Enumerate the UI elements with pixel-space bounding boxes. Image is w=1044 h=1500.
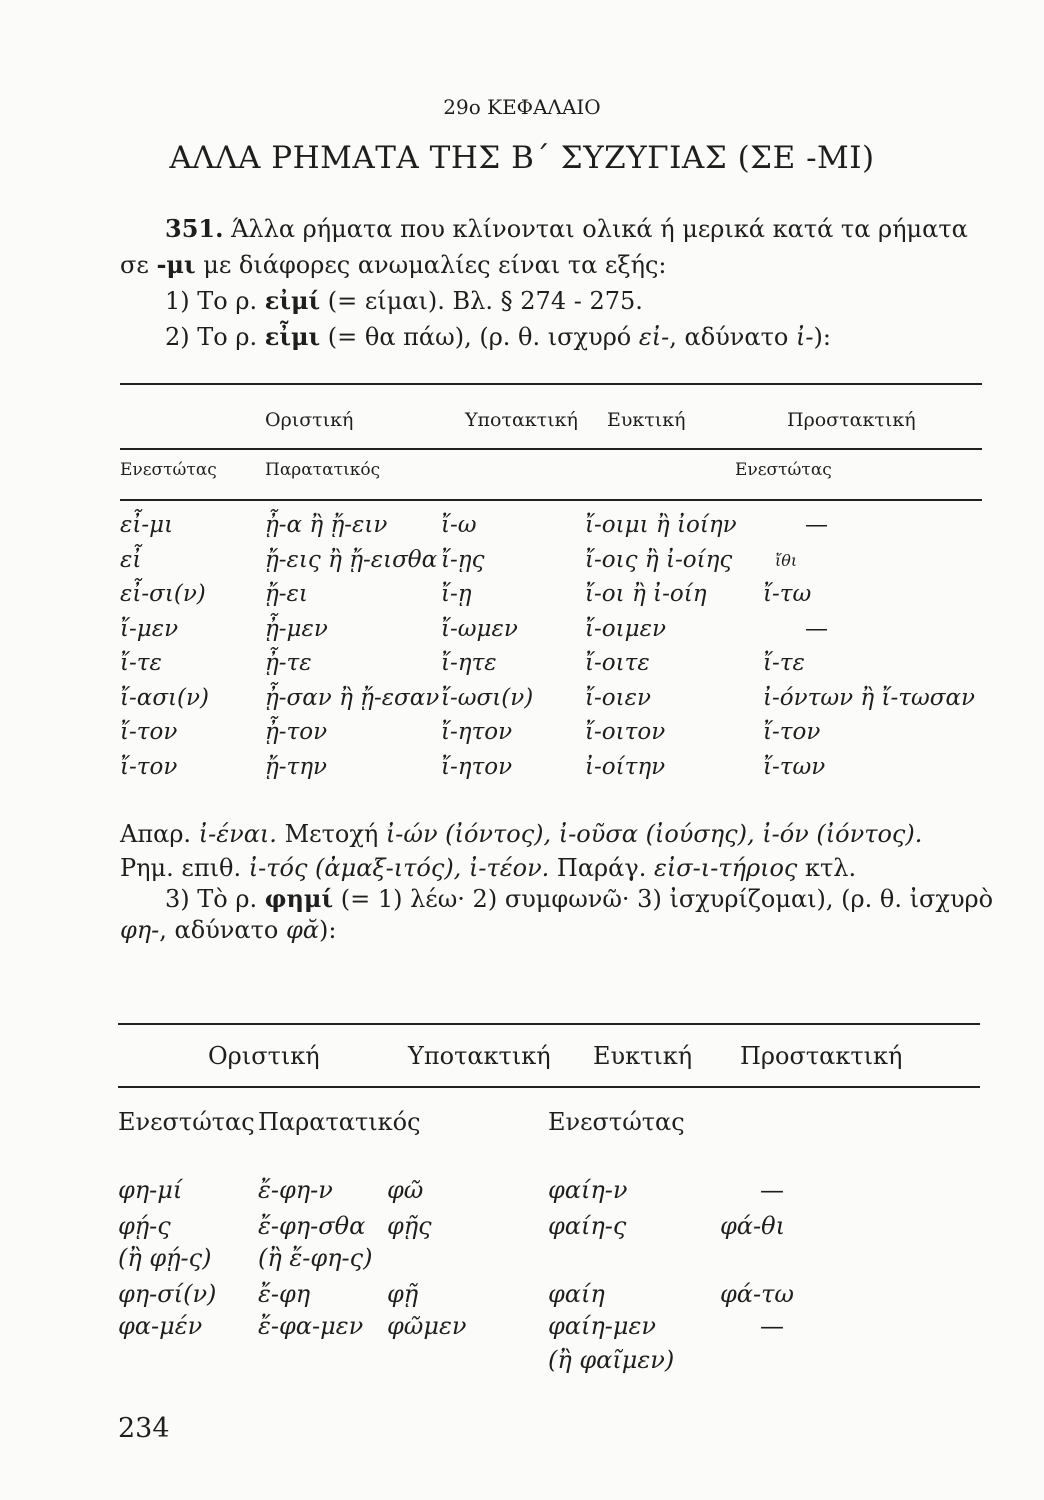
- table1-cell: ᾖ-μεν: [265, 615, 328, 642]
- table1-cell: ἴ-τον: [763, 719, 821, 745]
- table2-cell: —: [760, 1312, 784, 1340]
- paragraph-351-line1: 351. Άλλα ρήματα που κλίνονται ολικά ή μερικά κατά τα ρήματα: [165, 214, 968, 243]
- table1-cell: ἴ-οιτον: [585, 719, 666, 745]
- table1-cell: εἶ-μι: [120, 512, 174, 538]
- table1-mood-indicative: Οριστική: [265, 409, 354, 431]
- verbal-adjective-line: Ρημ. επιθ. ἰ-τός (ἀμαξ-ιτός), ἰ-τέον. Παράγ. εἰσ-ι-τήριος κτλ.: [120, 854, 857, 882]
- chapter-heading: 29ο ΚΕΦΑΛΑΙΟ: [443, 95, 601, 119]
- table2-cell: φαίη-ν: [548, 1176, 628, 1204]
- table1-cell: ἴ-οιτε: [585, 650, 650, 676]
- table2-mood-optative: Ευκτική: [593, 1042, 693, 1070]
- table1-mood-imperative: Προστακτική: [787, 409, 916, 431]
- table2-cell: φα-μέν: [118, 1312, 203, 1340]
- table2-cell: —: [760, 1176, 784, 1204]
- table2-cell: ἔ-φη-σθα: [258, 1212, 366, 1240]
- table2-cell: φαίη: [548, 1280, 605, 1308]
- table2-cell: (ἢ φῄ-ς): [118, 1244, 212, 1272]
- table1-cell: ἴ-ῃς: [441, 546, 485, 573]
- table1-mid-rule: [120, 448, 982, 450]
- table2-cell: φῶμεν: [387, 1312, 467, 1340]
- table2-cell: (ἢ ἔ-φη-ς): [258, 1244, 373, 1272]
- table2-mood-indicative: Οριστική: [208, 1042, 320, 1070]
- table2-cell: ἔ-φη-ν: [258, 1176, 333, 1204]
- table2-cell: φῄ-ς: [118, 1212, 171, 1240]
- table1-cell: εἶ-σι(ν): [120, 581, 206, 607]
- table2-cell: φη-μί: [118, 1176, 183, 1204]
- paragraph-number: 351.: [165, 214, 224, 243]
- table2-tense-present2: Ενεστώτας: [548, 1108, 685, 1136]
- table2-mid-rule: [118, 1086, 980, 1088]
- table2-tense-imperfect: Παρατατικός: [258, 1108, 421, 1136]
- table2-top-rule: [118, 1023, 980, 1025]
- table1-cell: ἴ-ωμεν: [441, 615, 518, 642]
- item-3-cont: φη-, αδύνατο φᾰ):: [120, 916, 337, 944]
- table1-tense-imperfect: Παρατατικός: [265, 460, 381, 480]
- table1-cell: —: [805, 615, 828, 642]
- table2-cell: (ἢ φαῖμεν): [548, 1346, 675, 1374]
- table1-tense-present: Ενεστώτας: [120, 460, 217, 480]
- table2-cell: ἔ-φα-μεν: [258, 1312, 364, 1340]
- item-3: 3) Τὸ ρ. φημί (= 1) λέω· 2) συμφωνῶ· 3) ἰσχυρίζομαι), (ρ. θ. ἰσχυρὸ: [165, 884, 994, 913]
- table1-cell: ἴ-τω: [763, 581, 812, 607]
- table2-cell: ἔ-φη: [258, 1280, 311, 1308]
- table1-header-bottom-rule: [120, 499, 982, 501]
- table1-cell: ἴ-οιμι ἢ ἰοίην: [585, 512, 737, 538]
- table1-cell: ἴ-των: [763, 753, 826, 780]
- table1-cell: ᾖ-α ἢ ᾔ-ειν: [265, 512, 388, 538]
- table2-mood-imperative: Προστακτική: [740, 1042, 903, 1070]
- table1-cell: ἴ-τον: [120, 753, 178, 780]
- table2-cell: φαίη-μεν: [548, 1312, 656, 1340]
- table1-cell: ἴ-ητον: [441, 719, 513, 745]
- table1-cell: ᾖ-τε: [265, 650, 312, 676]
- table1-cell: ἴ-ῃ: [441, 581, 472, 607]
- table1-cell: εἶ: [120, 546, 142, 573]
- table1-cell: ᾔ-εις ἢ ᾔ-εισθα: [265, 546, 438, 573]
- table1-cell: ἰ-όντων ἢ ἴ-τωσαν: [763, 684, 975, 711]
- table2-cell: φῇ: [387, 1280, 419, 1308]
- table1-cell: ἴ-οιεν: [585, 684, 651, 711]
- table2-cell: φῶ: [387, 1176, 424, 1204]
- page-number: 234: [118, 1413, 170, 1444]
- table1-cell: ᾔ-ει: [265, 581, 308, 607]
- table1-cell: ἴ-ασι(ν): [120, 684, 209, 711]
- table1-cell: ἴ-τε: [763, 650, 805, 676]
- table1-cell: ἴ-οις ἢ ἰ-οίης: [585, 546, 733, 573]
- section-title: ΑΛΛΑ ΡΗΜΑΤΑ ΤΗΣ Β΄ ΣΥΖΥΓΙΑΣ (ΣΕ -ΜΙ): [169, 140, 875, 176]
- table1-cell: ἴ-οιμεν: [585, 615, 666, 642]
- paragraph-351-line2: σε -μι με διάφορες ανωμαλίες είναι τα εξής:: [120, 250, 667, 279]
- table1-cell: ᾔ-την: [265, 753, 328, 780]
- table1-cell: ἴ-τε: [120, 650, 162, 676]
- table1-cell: ἴ-ητον: [441, 753, 513, 780]
- table2-mood-subjunctive: Υποτακτική: [408, 1042, 551, 1070]
- table1-cell: ἴθι: [775, 550, 798, 570]
- table1-cell: ᾖ-σαν ἢ ᾔ-εσαν: [265, 684, 440, 711]
- table1-cell: ἴ-τον: [120, 719, 178, 745]
- table1-mood-optative: Ευκτική: [607, 409, 686, 431]
- table1-cell: ἴ-ητε: [441, 650, 497, 676]
- table1-cell: ἴ-ω: [441, 512, 477, 538]
- table2-cell: φη-σί(ν): [118, 1280, 217, 1308]
- table2-cell: φαίη-ς: [548, 1212, 627, 1240]
- table2-cell: φῇς: [387, 1212, 432, 1240]
- table1-mood-subjunctive: Υποτακτική: [465, 409, 578, 431]
- table1-cell: ᾖ-τον: [265, 719, 328, 745]
- table1-cell: ἴ-οι ἢ ἰ-οίη: [585, 581, 707, 607]
- table1-cell: —: [805, 512, 828, 538]
- table1-tense-present2: Ενεστώτας: [735, 460, 832, 480]
- table1-cell: ἴ-ωσι(ν): [441, 684, 534, 711]
- table1-cell: ἰ-οίτην: [585, 753, 666, 780]
- table2-cell: φά-τω: [720, 1280, 794, 1308]
- table1-top-rule: [120, 383, 982, 385]
- table2-cell: φά-θι: [720, 1212, 785, 1240]
- item-2: 2) Το ρ. εἶμι (= θα πάω), (ρ. θ. ισχυρό εἰ-, αδύνατο ἰ-):: [165, 322, 831, 351]
- table1-cell: ἴ-μεν: [120, 615, 179, 642]
- infinitive-participle-line: Απαρ. ἰ-έναι. Μετοχή ἰ-ών (ἰόντος), ἰ-οῦσα (ἰούσης), ἰ-όν (ἰόντος).: [120, 820, 923, 848]
- item-1: 1) Το ρ. εἰμί (= είμαι). Βλ. § 274 - 275.: [165, 286, 643, 315]
- table2-tense-present: Ενεστώτας: [118, 1108, 255, 1136]
